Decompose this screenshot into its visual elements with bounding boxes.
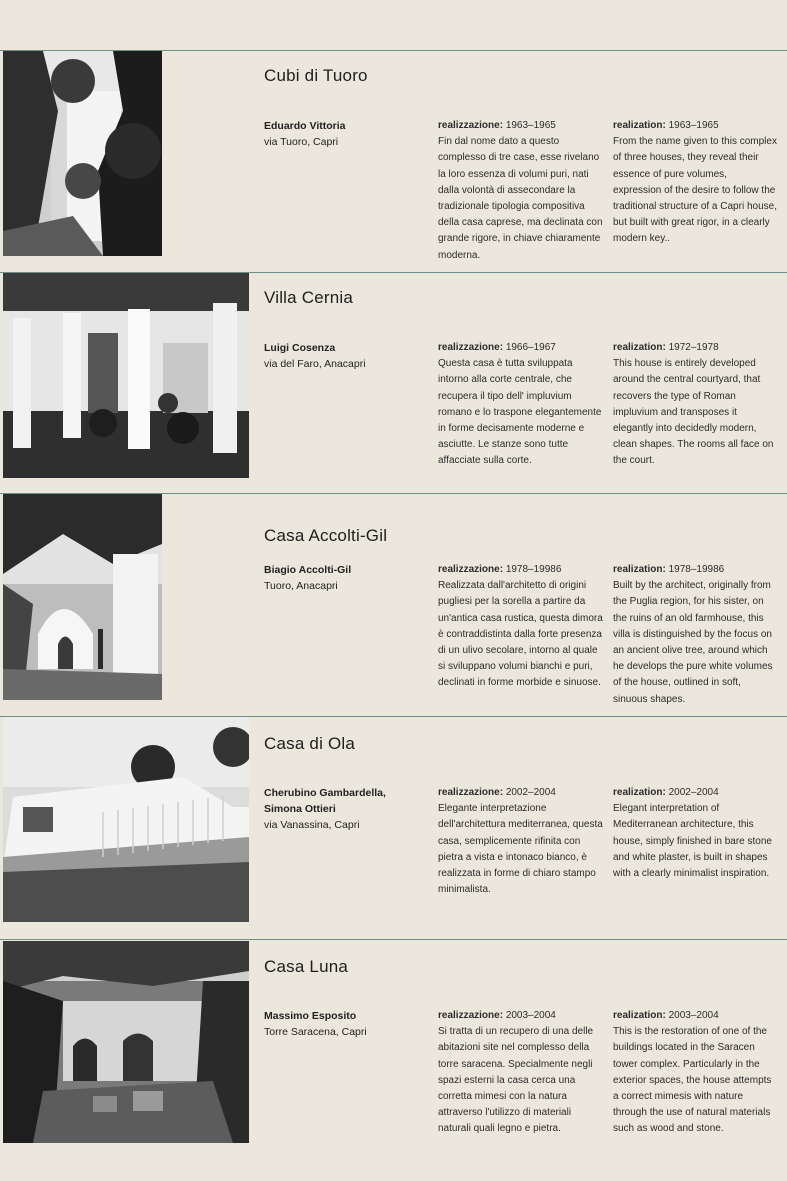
description-text: Elegant interpretation of Mediterranean architecture, this house, simply finished in bare stone and white plaster, is built in shapes with a clearly minimalist inspiration. <box>613 803 772 880</box>
realization-label: realization: <box>613 564 666 575</box>
architect-name: Massimo Esposito <box>264 1010 357 1022</box>
entry-title: Casa Luna <box>264 957 349 976</box>
architect-block <box>264 118 429 150</box>
realization-dates: 2002–2004 <box>505 787 556 798</box>
realization-dates: 2003–2004 <box>505 1010 556 1021</box>
photo-casa-luna <box>3 941 249 1143</box>
italian-description <box>438 118 603 264</box>
photo-villa-cernia <box>3 273 249 478</box>
entry-title: Casa di Ola <box>264 734 356 753</box>
entry-title: Villa Cernia <box>264 288 354 307</box>
description-text: Elegante interpretazione dell'architettura mediterranea, questa casa, semplicemente rifinita con pietra a vista e intonaco bianco, è realizzata in forme di chiaro stampo minimalista. <box>438 803 603 896</box>
realization-dates: 1963–1965 <box>505 120 556 131</box>
realization-dates: 1972–1978 <box>668 342 719 353</box>
realization-label: realizzazione: <box>438 1010 504 1021</box>
description-text: This is the restoration of one of the buildings located in the Saracen tower complex. Particularly in the exterior spaces, the house attempts a correct mimesis with nature through the use of natural materials such as wood and stone. <box>613 1026 772 1135</box>
english-description <box>613 562 778 708</box>
realization-dates: 1978–19986 <box>668 564 725 575</box>
photo-casa-di-ola <box>3 717 249 922</box>
description-text: This house is entirely developed around the central courtyard, that recovers the type of Roman impluvium and transposes it elegantly into decidedly modern, clean shapes. The rooms all face on the court. <box>613 358 774 467</box>
english-description <box>613 340 778 470</box>
realization-label: realization: <box>613 342 666 353</box>
italian-description <box>438 785 603 898</box>
photo-cubi-di-tuoro <box>3 51 162 256</box>
italian-description <box>438 1008 603 1138</box>
address: via del Faro, Anacapri <box>264 358 366 370</box>
address: Tuoro, Anacapri <box>264 580 338 592</box>
realization-label: realizzazione: <box>438 120 504 131</box>
photo-casa-accolti-gil <box>3 494 162 700</box>
italian-description <box>438 562 603 692</box>
architect-block <box>264 562 429 594</box>
entry-title: Cubi di Tuoro <box>264 66 368 85</box>
realization-dates: 2002–2004 <box>668 787 719 798</box>
divider-rule <box>0 939 787 940</box>
realization-label: realization: <box>613 787 666 798</box>
address: Torre Saracena, Capri <box>264 1026 367 1038</box>
architect-name: Eduardo Vittoria <box>264 120 346 132</box>
realization-label: realizzazione: <box>438 342 504 353</box>
description-text: Built by the architect, originally from the Puglia region, for his sister, on the ruins of an old farmhouse, this villa is distinguished by the focus on an ancient olive tree, around which he develops the pure white volumes of the house, outlined in soft, sinuous shapes. <box>613 580 773 705</box>
architect-block <box>264 785 429 833</box>
architect-name: Simona Ottieri <box>264 803 336 815</box>
architect-block <box>264 340 429 372</box>
description-text: Fin dal nome dato a questo complesso di tre case, esse rivelano la loro essenza di volumi puri, nati dalla volontà di assecondare la tradizionale tipologia compositiva della casa caprese, ma declinata con grande rigore, in chiave chiaramente moderna. <box>438 136 603 261</box>
english-description <box>613 118 778 248</box>
description-text: From the name given to this complex of three houses, they reveal their essence of pure volumes, expression of the desire to follow the traditional structure of a Capri house, but built with great rigor, in a clearly modern key.. <box>613 136 777 245</box>
architect-block <box>264 1008 429 1040</box>
realization-label: realizzazione: <box>438 787 504 798</box>
description-text: Si tratta di un recupero di una delle abitazioni site nel complesso della torre saracena. Specialmente negli spazi esterni la casa cerca una corretta mimesi con la natura attraverso l'utilizzo di materiali naturali quali legno e pietra. <box>438 1026 594 1135</box>
realization-label: realization: <box>613 1010 666 1021</box>
address: via Tuoro, Capri <box>264 136 339 148</box>
architect-name: Biagio Accolti-Gil <box>264 564 352 576</box>
address: via Vanassina, Capri <box>264 819 360 831</box>
realization-dates: 2003–2004 <box>668 1010 719 1021</box>
entry-title: Casa Accolti-Gil <box>264 526 388 545</box>
realization-dates: 1978–19986 <box>505 564 562 575</box>
realization-dates: 1966–1967 <box>505 342 556 353</box>
description-text: Realizzata dall'architetto di origini pugliesi per la sorella a partire da un'antica casa rustica, questa dimora è contraddistinta dalla forte presenza di un ulivo secolare, intorno al quale si sviluppano volumi bianchi e puri, declinati in forme morbide e sinuose. <box>438 580 603 689</box>
realization-dates: 1963–1965 <box>668 120 719 131</box>
description-text: Questa casa è tutta sviluppata intorno alla corte centrale, che recupera il tipo dell' impluvium romano e lo traspone elegantemente in forme decisamente moderne e asciutte. Le stanze sono tutte affacciate sulla corte. <box>438 358 602 467</box>
realization-label: realization: <box>613 120 666 131</box>
architect-name: Luigi Cosenza <box>264 342 336 354</box>
realization-label: realizzazione: <box>438 564 504 575</box>
english-description <box>613 1008 778 1138</box>
english-description <box>613 785 778 882</box>
architect-name: Cherubino Gambardella, <box>264 787 386 799</box>
italian-description <box>438 340 603 470</box>
